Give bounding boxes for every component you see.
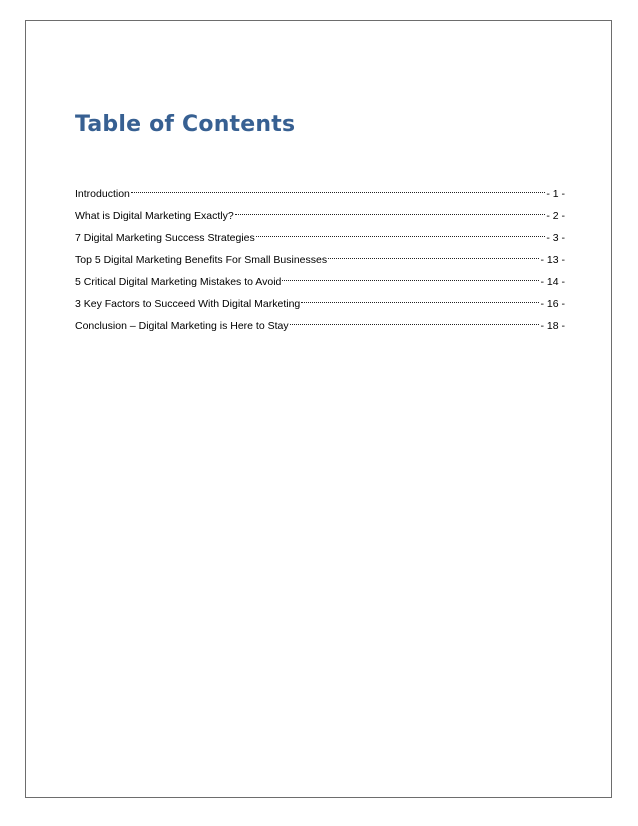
- dot-leader: [235, 201, 546, 215]
- dot-leader: [282, 267, 539, 281]
- toc-title: Table of Contents: [75, 112, 296, 137]
- dot-leader: [301, 289, 539, 303]
- toc-list: [75, 183, 565, 337]
- toc-entry-label: Introduction: [75, 188, 130, 200]
- toc-page-number: - 13 -: [540, 254, 565, 266]
- toc-entry-label: Top 5 Digital Marketing Benefits For Small Businesses: [75, 254, 328, 266]
- toc-entry-label: 3 Key Factors to Succeed With Digital Marketing: [75, 298, 301, 310]
- toc-page-number: - 16 -: [540, 298, 565, 310]
- toc-page-number: - 1 -: [546, 188, 565, 200]
- dot-leader: [256, 223, 546, 237]
- toc-page-number: - 2 -: [546, 210, 565, 222]
- dot-leader: [290, 311, 540, 325]
- toc-entry-label: What is Digital Marketing Exactly?: [75, 210, 234, 222]
- toc-page-number: - 18 -: [540, 320, 565, 332]
- toc-entry-label: Conclusion – Digital Marketing is Here to Stay: [75, 320, 289, 332]
- toc-entry-conclusion[interactable]: [75, 315, 565, 337]
- dot-leader: [131, 179, 545, 193]
- dot-leader: [328, 245, 539, 259]
- toc-entry-label: 7 Digital Marketing Success Strategies: [75, 232, 255, 244]
- toc-page-number: - 3 -: [546, 232, 565, 244]
- toc-entry-label: 5 Critical Digital Marketing Mistakes to Avoid: [75, 276, 282, 288]
- toc-page-number: - 14 -: [540, 276, 565, 288]
